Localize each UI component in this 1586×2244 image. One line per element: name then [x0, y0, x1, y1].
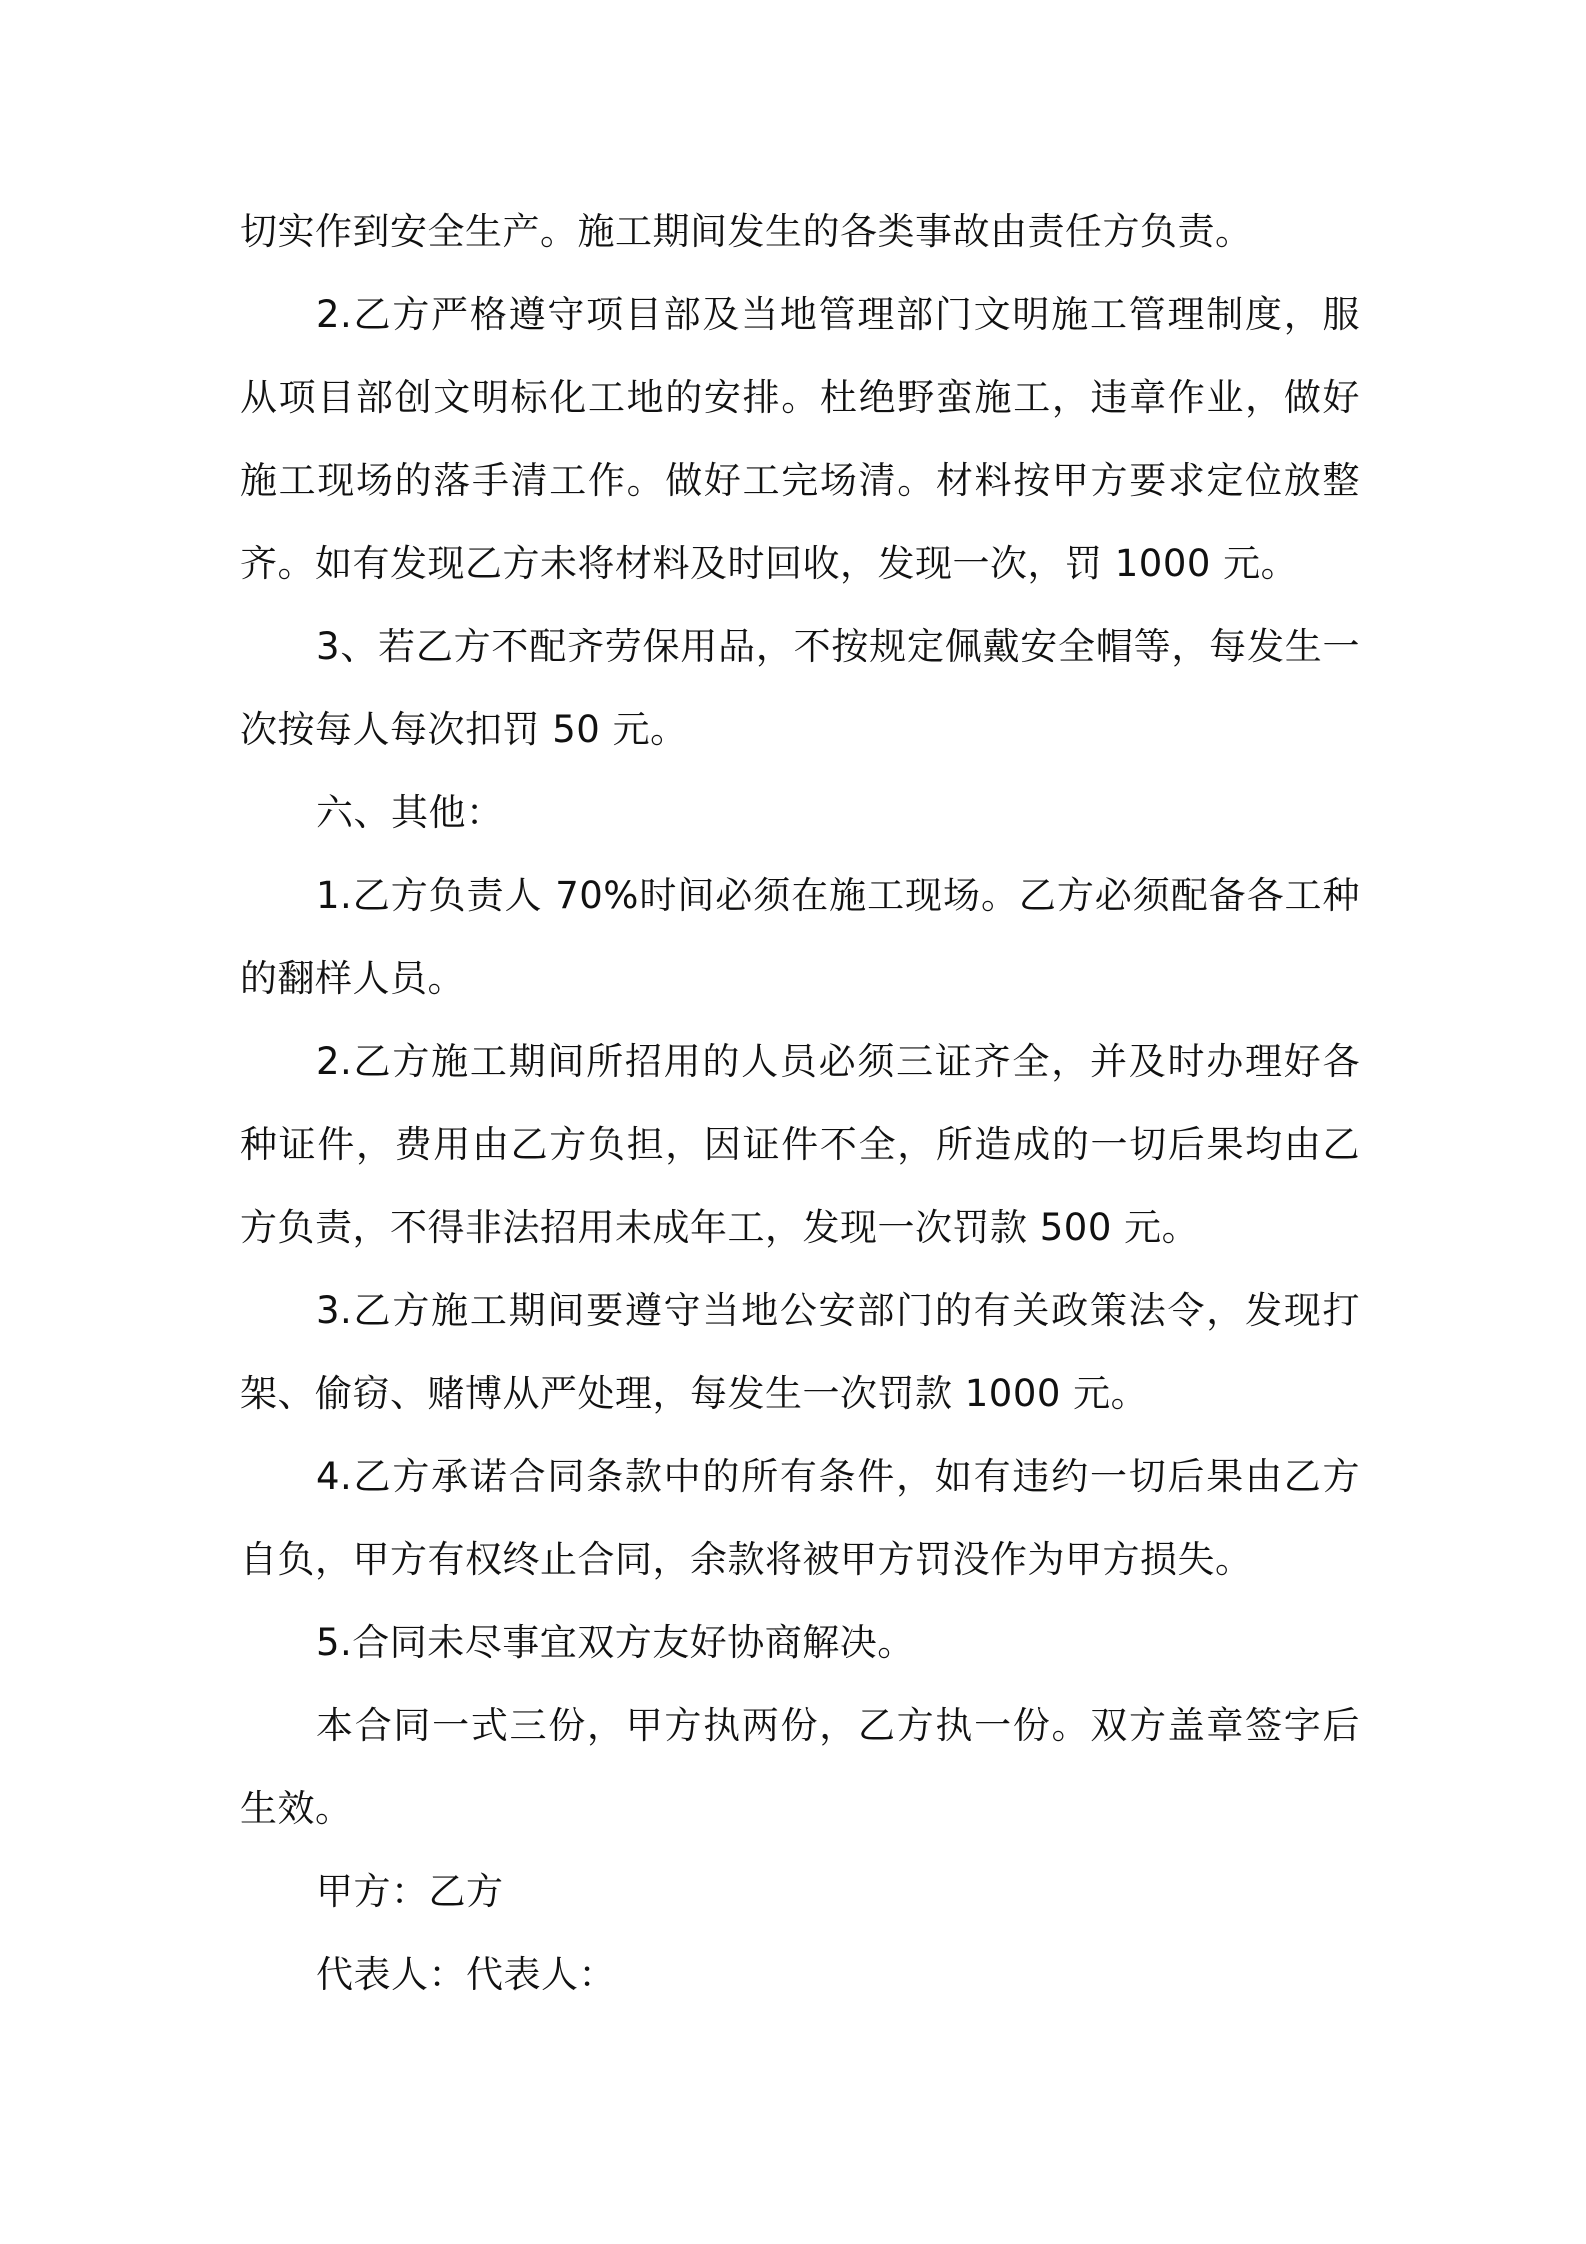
paragraph-supervisor-presence: 1.乙方负责人 70%时间必须在施工现场。乙方必须配备各工种的翻样人员。: [240, 874, 1360, 1000]
paragraph-contract-copies: 本合同一式三份，甲方执两份，乙方执一份。双方盖章签字后生效。: [240, 1704, 1360, 1830]
paragraph-unresolved-matters: 5.合同未尽事宜双方友好协商解决。: [316, 1621, 915, 1664]
paragraph-contract-commitment: 4.乙方承诺合同条款中的所有条件，如有违约一切后果由乙方自负，甲方有权终止合同，余款将被甲方罚没作为甲方损失。: [240, 1455, 1360, 1581]
signature-representatives-line: 代表人：代表人：: [316, 1953, 616, 1996]
paragraph-safety-responsibility: 切实作到安全生产。施工期间发生的各类事故由责任方负责。: [240, 210, 1253, 253]
paragraph-public-security: 3.乙方施工期间要遵守当地公安部门的有关政策法令，发现打架、偷窃、赌博从严处理，每发生一次罚款 1000 元。: [240, 1289, 1360, 1415]
signature-block: [240, 1850, 1360, 2016]
section-heading-other: 六、其他：: [316, 791, 504, 834]
paragraph-protective-equipment: 3、若乙方不配齐劳保用品，不按规定佩戴安全帽等，每发生一次按每人每次扣罚 50 元。: [240, 625, 1360, 751]
signature-parties-line: 甲方：乙方: [316, 1870, 504, 1913]
paragraph-worker-certificates: 2.乙方施工期间所招用的人员必须三证齐全，并及时办理好各种证件，费用由乙方负担，因证件不全，所造成的一切后果均由乙方负责，不得非法招用未成年工，发现一次罚款 500 元。: [240, 1040, 1360, 1249]
document-body: [240, 190, 1360, 2016]
paragraph-civilized-construction: 2.乙方严格遵守项目部及当地管理部门文明施工管理制度，服从项目部创文明标化工地的安排。杜绝野蛮施工，违章作业，做好施工现场的落手清工作。做好工完场清。材料按甲方要求定位放整齐。如有发现乙方未将材料及时回收，发现一次，罚 1000 元。: [240, 293, 1360, 585]
